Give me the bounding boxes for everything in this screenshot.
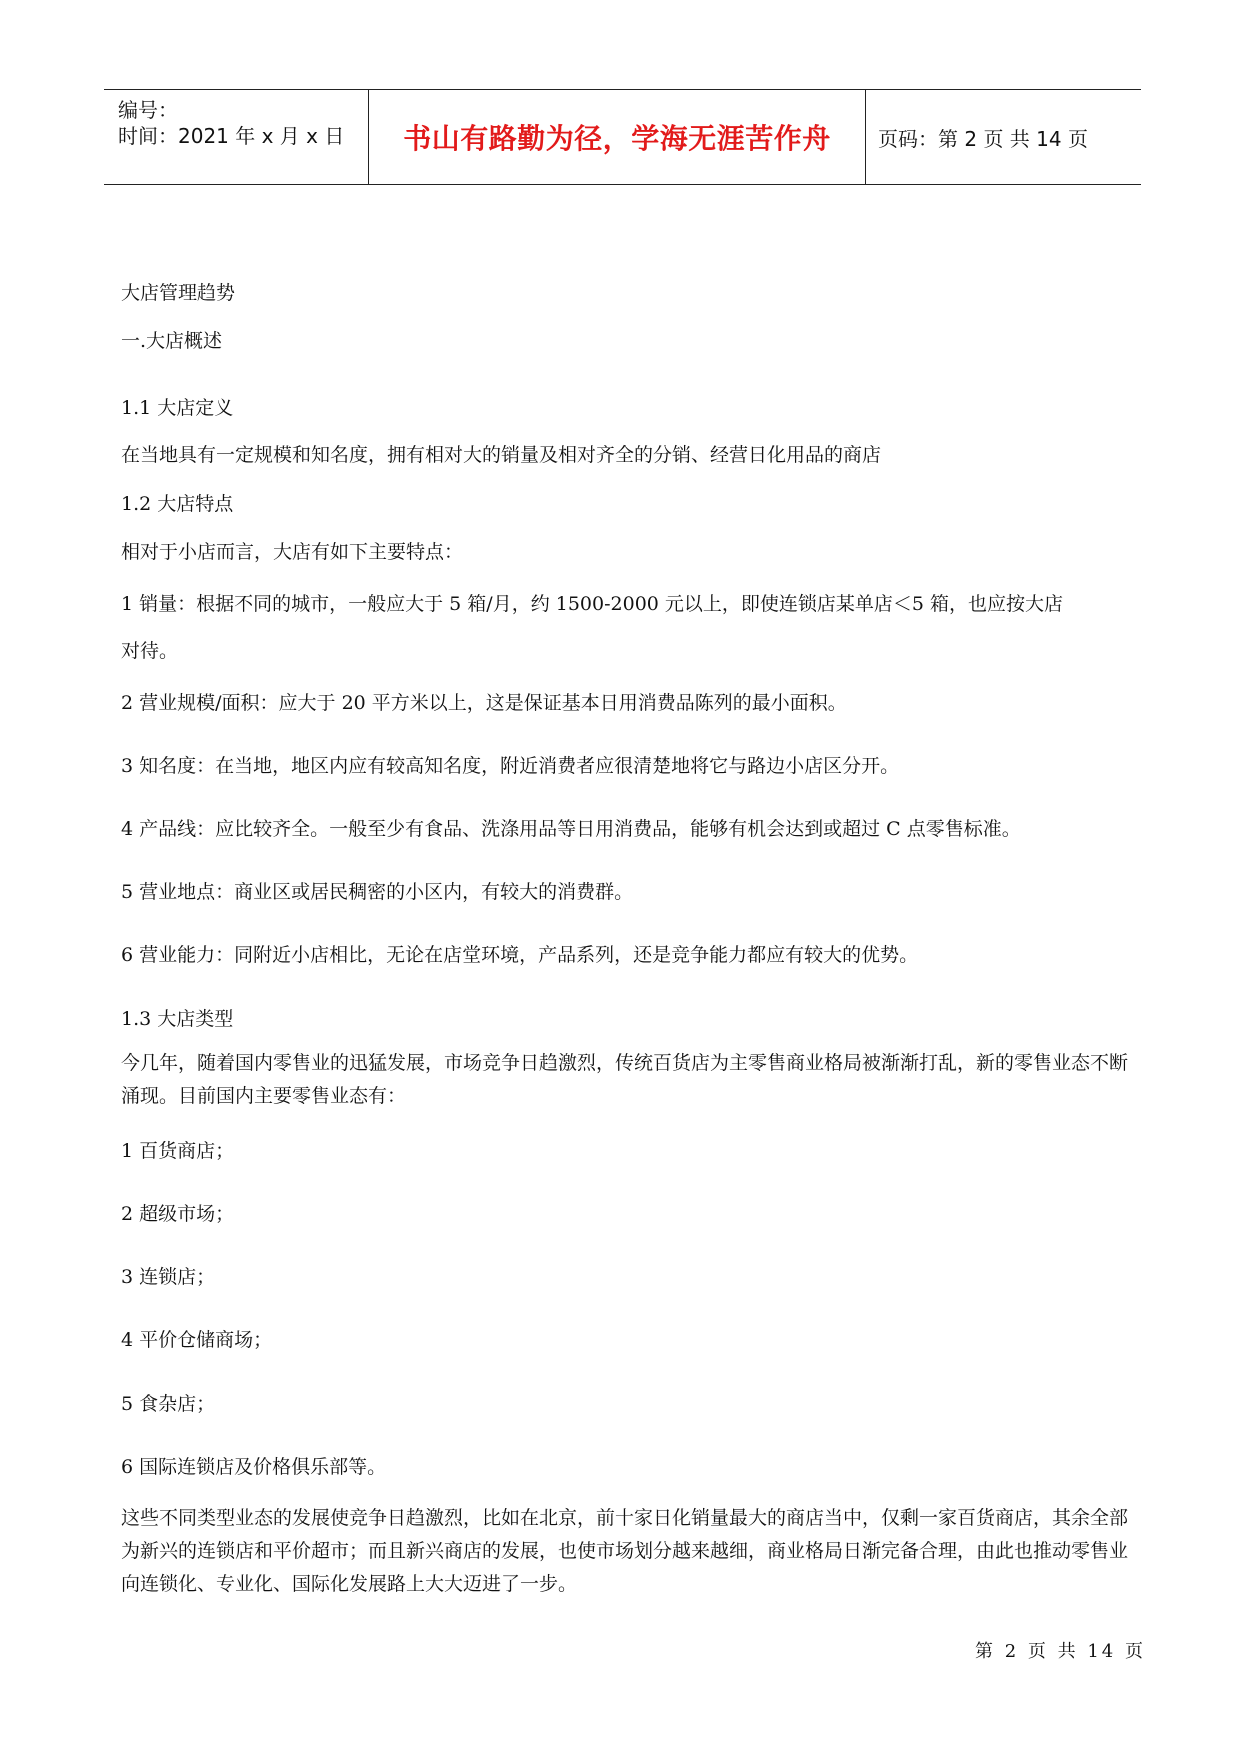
feature-item: 3 知名度：在当地，地区内应有较高知名度，附近消费者应很清楚地将它与路边小店区分开。 (121, 755, 900, 777)
document-title: 大店管理趋势 (121, 282, 236, 304)
type-item: 5 食杂店； (121, 1393, 216, 1415)
paragraph-conclusion: 这些不同类型业态的发展使竞争日趋激烈，比如在北京，前十家日化销量最大的商店当中，仅剩一家百货商店，其余全部为新兴的连锁店和平价超市；而且新兴商店的发展，也使市场划分越来越细，商业格局日渐完备合理，由此也推动零售业向连锁化、专业化、国际化发展路上大大迈进了一步。 (121, 1507, 1129, 1595)
type-item: 3 连锁店； (121, 1266, 216, 1288)
section-heading-1: 一.大店概述 (121, 330, 223, 352)
page-footer: 第 2 页 共 14 页 (975, 1641, 1146, 1662)
paragraph-features-intro: 相对于小店而言，大店有如下主要特点： (121, 541, 464, 563)
type-item: 2 超级市场； (121, 1203, 235, 1225)
document-header (104, 89, 1141, 185)
feature-item-continued: 对待。 (121, 640, 179, 662)
section-heading-1-1: 1.1 大店定义 (121, 397, 234, 419)
section-heading-1-2: 1.2 大店特点 (121, 493, 234, 515)
feature-item: 2 营业规模/面积：应大于 20 平方米以上，这是保证基本日用消费品陈列的最小面积。 (121, 692, 847, 714)
feature-item: 1 销量：根据不同的城市，一般应大于 5 箱/月，约 1500-2000 元以上，即使连锁店某单店＜5 箱，也应按大店 (121, 593, 1064, 615)
header-motto: 书山有路勤为径，学海无涯苦作舟 (403, 122, 831, 155)
type-item: 4 平价仓储商场； (121, 1329, 273, 1351)
type-item: 1 百货商店； (121, 1140, 235, 1162)
header-page-code: 页码：第 2 页 共 14 页 (878, 126, 1088, 151)
document-time-label: 时间：2021 年 x 月 x 日 (118, 124, 345, 148)
feature-item: 6 营业能力：同附近小店相比，无论在店堂环境，产品系列，还是竞争能力都应有较大的优势。 (121, 944, 919, 966)
paragraph-types-intro: 今几年，随着国内零售业的迅猛发展，市场竞争日趋激烈，传统百货店为主零售商业格局被渐渐打乱，新的零售业态不断涌现。目前国内主要零售业态有： (121, 1052, 1129, 1107)
feature-item: 4 产品线：应比较齐全。一般至少有食品、洗涤用品等日用消费品，能够有机会达到或超过 C 点零售标准。 (121, 818, 1021, 840)
type-item: 6 国际连锁店及价格俱乐部等。 (121, 1456, 387, 1478)
header-motto-cell (369, 90, 866, 184)
header-right-cell (866, 90, 1141, 184)
paragraph-definition: 在当地具有一定规模和知名度，拥有相对大的销量及相对齐全的分销、经营日化用品的商店 (121, 444, 882, 466)
document-number-label: 编号： (118, 98, 178, 122)
section-heading-1-3: 1.3 大店类型 (121, 1008, 234, 1030)
feature-item: 5 营业地点：商业区或居民稠密的小区内，有较大的消费群。 (121, 881, 634, 903)
header-left-cell (104, 90, 369, 184)
